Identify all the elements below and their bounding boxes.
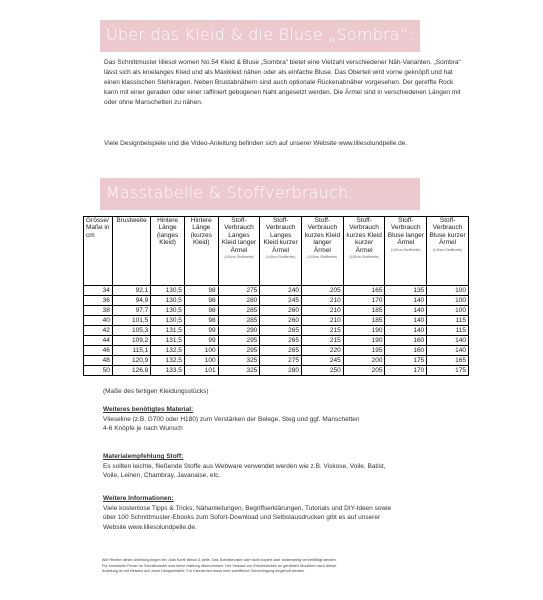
table-cell: 126,8 (112, 366, 150, 376)
table-cell: 190 (343, 336, 385, 346)
table-cell: 140 (385, 316, 427, 326)
table-cell: 280 (218, 296, 260, 306)
table-cell: 115,1 (112, 346, 150, 356)
table-cell: 109,2 (112, 336, 150, 346)
table-cell: 190 (343, 326, 385, 336)
table-cell: 140 (427, 346, 469, 356)
table-cell: 130,5 (151, 296, 185, 306)
copyright-footer (102, 558, 472, 575)
table-cell: 185 (343, 316, 385, 326)
table-cell: 50 (84, 366, 113, 376)
table-cell: 48 (84, 356, 113, 366)
table-cell: 98 (184, 316, 218, 326)
section-header-band (100, 178, 420, 210)
table-cell: 165 (343, 286, 385, 296)
table-cell: 240 (260, 286, 302, 296)
table-cell: 100 (184, 346, 218, 356)
header-bust: Brustweite (112, 217, 150, 286)
table-row (84, 366, 469, 376)
fabric-line: Voile, Leinen, Chambray, Javanaise, etc. (103, 472, 221, 479)
info-line: Viele kostenlose Tipps & Tricks, Nähanleitungen, Begriffserklärungen, Tutorials und DIY-Ideen sowie (103, 504, 392, 512)
table-cell: 44 (84, 336, 113, 346)
table-cell: 245 (302, 356, 344, 366)
table-cell: 285 (218, 316, 260, 326)
table-cell: 132,5 (151, 346, 185, 356)
fabric-line: Es sollten leichte, fließende Stoffe aus Webware verwendet werden wie z.B. Viskose, Voile, Batist, (103, 462, 386, 470)
table-cell: 97,7 (112, 306, 150, 316)
table-cell: 275 (260, 356, 302, 366)
fabric-heading: Materialempfehlung Stoff: (103, 453, 184, 460)
table-cell: 295 (218, 336, 260, 346)
header-back-length-long: Hintere Länge (langes Kleid) (151, 217, 185, 286)
header-size: Grösse/ Maße in cm (84, 217, 113, 286)
table-cell: 105,3 (112, 326, 150, 336)
footer-line: Für eventuelle Fehler im Schnittmuster wird keine Haftung übernommen. Der Verkauf von Einzelstücken an genähten Modellen nach dieser (102, 563, 337, 568)
table-cell: 285 (218, 306, 260, 316)
table-row (84, 326, 469, 336)
table-cell: 100 (427, 286, 469, 296)
info-section (103, 494, 483, 532)
table-cell: 160 (385, 346, 427, 356)
table-row (84, 336, 469, 346)
section-title-sizes: Masstabelle & Stoffverbrauch: (106, 183, 354, 202)
table-cell: 170 (385, 366, 427, 376)
table-cell: 205 (343, 366, 385, 376)
table-row (84, 286, 469, 296)
table-cell: 101 (184, 366, 218, 376)
fabric-section (103, 452, 483, 481)
table-cell: 210 (302, 296, 344, 306)
table-cell: 250 (302, 366, 344, 376)
material-line: Vlieseline (z.B. G700 oder H180) zum Verstärken der Belege, Steg und ggf. Manschetten (103, 415, 360, 423)
header-fabric-long-dress-long-sleeve: Stoff-Verbrauch Langes Kleid langer Ärmel (140cm Stoffbreite) (218, 217, 260, 286)
table-cell: 265 (260, 336, 302, 346)
table-cell: 215 (302, 326, 344, 336)
footer-line: Alle Rechte dieser Anleitung liegen bei Julia Korff/ lillesol & pelle. Das Schnittmuster darf nicht kopiert oder anderweitig vervielfältigt werden. (102, 558, 337, 562)
table-cell: 165 (427, 356, 469, 366)
table-cell: 140 (385, 296, 427, 306)
table-cell: 260 (260, 316, 302, 326)
table-cell: 40 (84, 316, 113, 326)
header-fabric-blouse-short-sleeve: Stoff-Verbrauch Bluse kurzer Ärmel (140cm Stoffbreite) (427, 217, 469, 286)
table-cell: 280 (260, 366, 302, 376)
table-cell: 98 (184, 306, 218, 316)
material-heading: Weiteres benötigtes Material: (103, 406, 194, 413)
table-cell: 94,9 (112, 296, 150, 306)
table-cell: 36 (84, 296, 113, 306)
table-cell: 38 (84, 306, 113, 316)
table-cell: 98 (184, 286, 218, 296)
table-cell: 290 (218, 326, 260, 336)
table-cell: 132,5 (151, 356, 185, 366)
footer-line: Anleitung ist mit Hinweis auf unser Designerlabel. Für Kleinserien muss eine schriftliche Genehmigung eingeholt werden. (102, 569, 306, 574)
table-cell: 131,5 (151, 326, 185, 336)
table-row (84, 356, 469, 366)
table-cell: 130,5 (151, 316, 185, 326)
table-cell: 100 (427, 296, 469, 306)
website-paragraph: Viele Designbeispiele und die Video-Anleitung befinden sich auf unserer Website www.lillesolundpelle.de. (104, 140, 408, 147)
material-line: 4-6 Knöpfe je nach Wunsch (103, 425, 183, 432)
section-header-band (100, 20, 420, 52)
table-cell: 325 (218, 366, 260, 376)
table-row (84, 316, 469, 326)
table-cell: 175 (427, 366, 469, 376)
table-cell: 265 (260, 346, 302, 356)
header-back-length-short: Hintere Länge (kurzes Kleid) (184, 217, 218, 286)
section-title-about: Über das Kleid & die Bluse „Sombra“: (106, 25, 414, 44)
table-cell: 98 (184, 296, 218, 306)
table-cell: 200 (343, 356, 385, 366)
table-cell: 99 (184, 326, 218, 336)
table-cell: 215 (302, 336, 344, 346)
header-fabric-blouse-long-sleeve: Stoff-Verbrauch Bluse langer Ärmel (140cm Stoffbreite) (385, 217, 427, 286)
table-cell: 130,5 (151, 306, 185, 316)
info-heading: Weitere Informationen: (103, 495, 174, 502)
table-cell: 46 (84, 346, 113, 356)
table-cell: 130,5 (151, 286, 185, 296)
table-cell: 170 (343, 296, 385, 306)
intro-paragraph: Das Schnittmuster lillesol women No.54 Kleid & Bluse „Sombra“ bietet eine Vielzahl verschiedener Näh-Varianten. „Sombra“ lässt sich als knielanges Kleid und als Maxikleid nähen oder als einfache Bluse. Das Oberteil wird vorne geknöpft und hat einen klassischen Stehkragen. Neben Brustabnähern sind auch optionale Rückenabnäher vorgesehen. Der gereffte Rock kann mit einer geraden oder einer raffiniert gebogenen Naht angesetzt werden. Die Ärmel sind in verschiedenen Längen mit oder ohne Manschetten zu nähen. (104, 59, 461, 106)
header-fabric-short-dress-short-sleeve: Stoff-Verbrauch kurzes Kleid kurzer Ärmel (140cm Stoffbreite) (343, 217, 385, 286)
table-cell: 101,5 (112, 316, 150, 326)
measurements-note: (Maße des fertigen Kleidungsstücks) (103, 388, 209, 395)
table-cell: 220 (302, 346, 344, 356)
info-line: Website www.lillesolundpelle.de. (103, 523, 197, 531)
table-cell: 295 (218, 346, 260, 356)
table-cell: 99 (184, 336, 218, 346)
table-cell: 115 (427, 316, 469, 326)
table-cell: 185 (343, 306, 385, 316)
table-cell: 135 (385, 286, 427, 296)
header-fabric-long-dress-short-sleeve: Stoff-Verbrauch Langes Kleid kurzer Ärmel (140cm Stoffbreite) (260, 217, 302, 286)
table-row (84, 346, 469, 356)
table-row (84, 306, 469, 316)
table-cell: 34 (84, 286, 113, 296)
material-section (103, 405, 483, 434)
table-cell: 140 (385, 306, 427, 316)
table-cell: 275 (218, 286, 260, 296)
table-header-row (84, 217, 469, 286)
info-line: über 100 Schnittmuster-Ebooks zum Sofort-Download und Selbstausdrucken gibt es auf unserer (103, 514, 381, 521)
table-cell: 100 (427, 306, 469, 316)
table-cell: 131,5 (151, 336, 185, 346)
table-cell: 195 (343, 346, 385, 356)
table-cell: 140 (427, 336, 469, 346)
size-chart-table (83, 216, 469, 376)
table-cell: 140 (385, 326, 427, 336)
header-fabric-short-dress-long-sleeve: Stoff-Verbrauch kurzes Kleid langer Ärmel (140cm Stoffbreite) (302, 217, 344, 286)
table-cell: 325 (218, 356, 260, 366)
table-cell: 120,9 (112, 356, 150, 366)
table-cell: 42 (84, 326, 113, 336)
table-row (84, 296, 469, 306)
table-cell: 133,5 (151, 366, 185, 376)
table-cell: 265 (260, 326, 302, 336)
table-cell: 100 (184, 356, 218, 366)
table-cell: 210 (302, 306, 344, 316)
table-cell: 92,1 (112, 286, 150, 296)
table-cell: 175 (385, 356, 427, 366)
table-cell: 245 (260, 296, 302, 306)
table-cell: 205 (302, 286, 344, 296)
table-cell: 160 (385, 336, 427, 346)
table-cell: 260 (260, 306, 302, 316)
table-cell: 210 (302, 316, 344, 326)
table-cell: 115 (427, 326, 469, 336)
